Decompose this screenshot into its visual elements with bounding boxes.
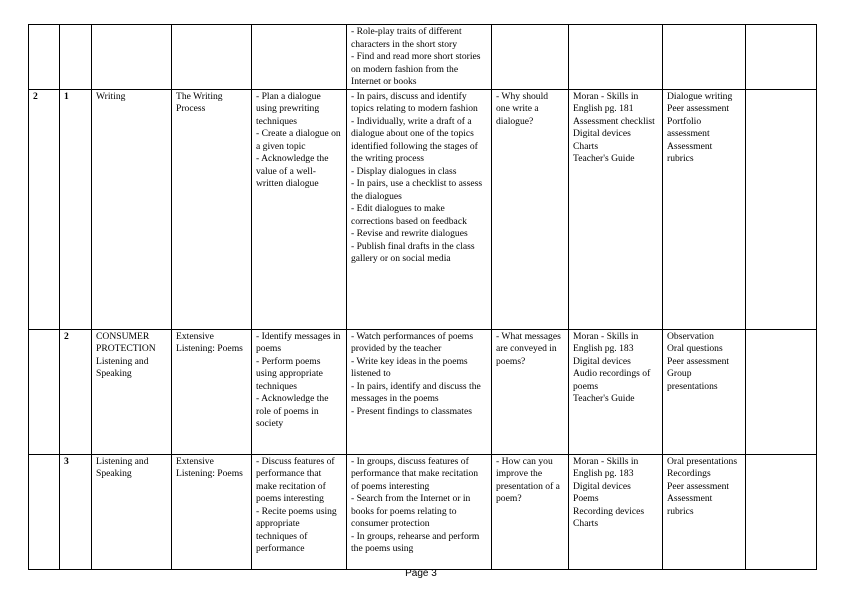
cell-line: Recordings: [667, 468, 711, 479]
resources-cell: [569, 454, 663, 569]
cell-line: Assessment checklist: [573, 115, 655, 127]
strand-cell: Listening and Speaking: [92, 454, 172, 569]
outcomes-cell: [252, 25, 347, 90]
cell-line: Assessment rubrics: [667, 493, 713, 517]
cell-line: - Acknowledge the value of a well-written dialogue: [256, 153, 329, 189]
assessment-cell: [663, 454, 746, 569]
sub-strand-cell: The Writing Process: [172, 89, 252, 329]
assessment-cell: [663, 89, 746, 329]
cell-line: - In pairs, use a checklist to assess the dialogues: [351, 178, 483, 202]
remarks-cell: [746, 25, 817, 90]
lesson-cell: 2: [60, 329, 92, 454]
sub-strand-cell: Extensive Listening: Poems: [172, 454, 252, 569]
cell-line: Digital devices: [573, 355, 631, 367]
table-row: [29, 454, 817, 569]
cell-line: Poems: [573, 493, 599, 504]
cell-line: Peer assessment: [667, 103, 730, 114]
cell-line: - Plan a dialogue using prewriting techniques: [256, 90, 321, 127]
assessment-cell: [663, 25, 746, 90]
cell-line: - Create a dialogue on a given topic: [256, 128, 341, 152]
table-body: [29, 25, 817, 570]
table-row: [29, 89, 817, 329]
cell-line: - Publish final drafts in the class gallery or on social media: [351, 240, 475, 264]
cell-line: - What messages are conveyed in poems?: [496, 330, 561, 367]
lesson-cell: [60, 25, 92, 90]
lesson-cell: 3: [60, 454, 92, 569]
cell-line: Oral questions: [667, 343, 723, 354]
inquiry-cell: [492, 454, 569, 569]
cell-line: - Watch performances of poems provided by the teacher: [351, 330, 474, 354]
cell-line: - Acknowledge the role of poems in society: [256, 393, 329, 429]
cell-line: - In groups, rehearse and perform the poems using: [351, 530, 480, 554]
cell-line: Peer assessment: [667, 355, 730, 367]
strand-cell: Writing: [92, 89, 172, 329]
resources-cell: [569, 89, 663, 329]
cell-line: Oral presentations: [667, 455, 738, 467]
outcomes-cell: [252, 329, 347, 454]
table-row: [29, 25, 817, 90]
remarks-cell: [746, 89, 817, 329]
cell-line: - Find and read more short stories on modern fashion from the Internet or books: [351, 51, 481, 87]
sub-strand-cell: Extensive Listening: Poems: [172, 329, 252, 454]
cell-line: Audio recordings of poems: [573, 368, 651, 392]
week-cell: 2: [29, 89, 60, 329]
cell-line: Dialogue writing: [667, 90, 733, 102]
cell-line: Teacher's Guide: [573, 153, 635, 164]
cell-line: Recording devices: [573, 505, 645, 517]
cell-line: Teacher's Guide: [573, 393, 635, 404]
sub-strand-cell: [172, 25, 252, 90]
cell-line: - Role-play traits of different characters in the short story: [351, 26, 462, 50]
cell-line: - Revise and rewrite dialogues: [351, 228, 468, 239]
cell-line: - Perform poems using appropriate techniques: [256, 355, 323, 392]
inquiry-cell: [492, 25, 569, 90]
cell-line: - Recite poems using appropriate techniques of performance: [256, 505, 337, 554]
cell-line: - In groups, discuss features of performance that make recitation of poems interesting: [351, 455, 479, 492]
scheme-of-work-table: [28, 24, 817, 570]
cell-line: - Individually, write a draft of a dialogue about one of the topics identified following the stages of the writing process: [351, 115, 478, 164]
outcomes-cell: [252, 89, 347, 329]
remarks-cell: [746, 329, 817, 454]
cell-line: - Display dialogues in class: [351, 165, 457, 177]
week-cell: [29, 454, 60, 569]
experiences-cell: [347, 329, 492, 454]
cell-line: Digital devices: [573, 128, 631, 139]
experiences-cell: [347, 89, 492, 329]
page-number: Page 3: [405, 568, 437, 579]
cell-line: Charts: [573, 518, 599, 529]
experiences-cell: [347, 454, 492, 569]
resources-cell: [569, 25, 663, 90]
week-cell: [29, 25, 60, 90]
outcomes-cell: [252, 454, 347, 569]
cell-line: Moran - Skills in English pg. 183: [573, 330, 639, 354]
cell-line: - Write key ideas in the poems listened to: [351, 355, 468, 379]
cell-line: - Identify messages in poems: [256, 330, 341, 354]
resources-cell: [569, 329, 663, 454]
strand-cell: CONSUMER PROTECTION Listening and Speaking: [92, 329, 172, 454]
cell-line: Moran - Skills in English pg. 183: [573, 455, 639, 479]
cell-line: - How can you improve the presentation of a poem?: [496, 455, 560, 504]
cell-line: Moran - Skills in English pg. 181: [573, 90, 639, 114]
cell-line: Portfolio assessment: [667, 115, 710, 139]
inquiry-cell: [492, 89, 569, 329]
table-row: [29, 329, 817, 454]
strand-cell: [92, 25, 172, 90]
cell-line: Digital devices: [573, 480, 631, 492]
cell-line: - Discuss features of performance that make recitation of poems interesting: [256, 455, 335, 504]
cell-line: Charts: [573, 140, 599, 152]
cell-line: - Why should one write a dialogue?: [496, 90, 549, 127]
cell-line: - In pairs, discuss and identify topics relating to modern fashion: [351, 90, 478, 114]
inquiry-cell: [492, 329, 569, 454]
cell-line: Observation: [667, 330, 714, 342]
cell-line: - Search from the Internet or in books for poems relating to consumer protection: [351, 493, 471, 529]
cell-line: Peer assessment: [667, 480, 730, 492]
remarks-cell: [746, 454, 817, 569]
experiences-cell: [347, 25, 492, 90]
assessment-cell: [663, 329, 746, 454]
cell-line: Group presentations: [667, 368, 718, 392]
cell-line: - In pairs, identify and discuss the messages in the poems: [351, 380, 481, 404]
cell-line: Assessment rubrics: [667, 140, 713, 164]
week-cell: [29, 329, 60, 454]
cell-line: - Edit dialogues to make corrections based on feedback: [351, 203, 467, 227]
cell-line: - Present findings to classmates: [351, 405, 472, 417]
lesson-cell: 1: [60, 89, 92, 329]
